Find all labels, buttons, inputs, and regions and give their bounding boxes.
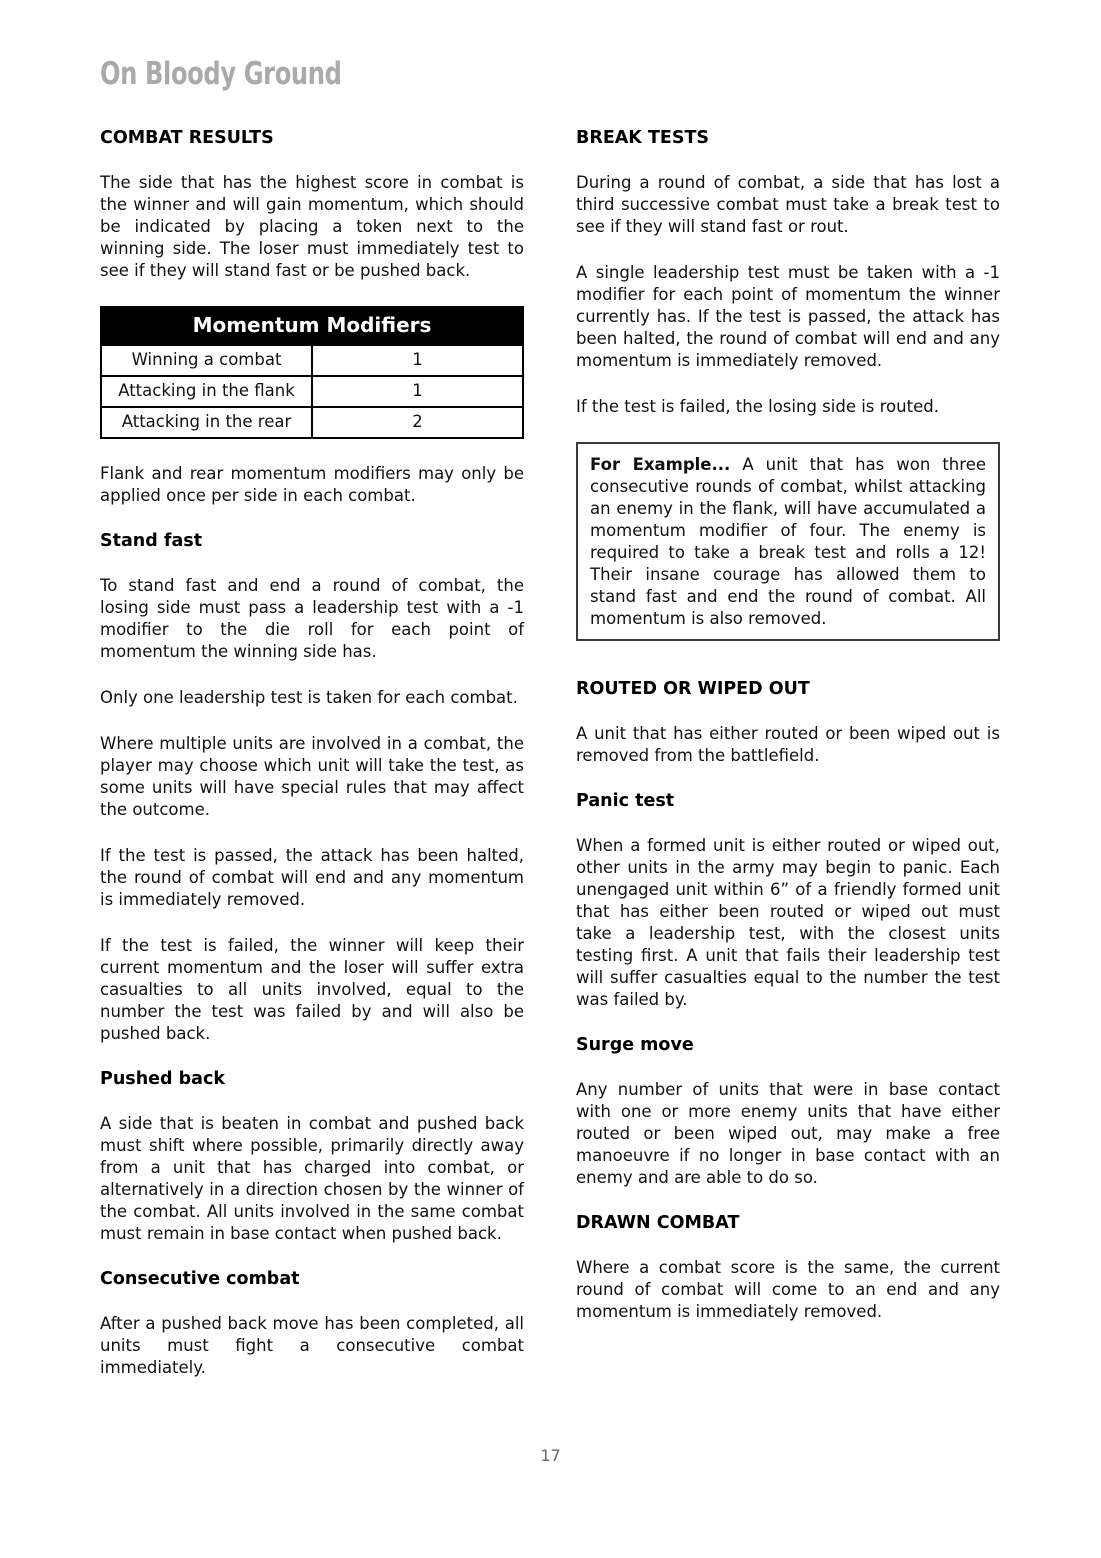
paragraph-combat-results-intro: The side that has the highest score in combat is the winner and will gain momentum, which should be indicated by placing a token next to the winning side. The loser must immediately test to see if they will stand fast or be pushed back. [100,173,524,280]
paragraph-stand-fast-1: To stand fast and end a round of combat, the losing side must pass a leadership test with a -1 modifier to the die roll for each point of momentum the winning side has. [100,576,524,661]
example-box [576,442,1000,641]
table-row [101,345,523,376]
page-number: 17 [540,1446,561,1465]
subsection-heading-consecutive-combat: Consecutive combat [100,1269,300,1289]
paragraph-drawn-combat: Where a combat score is the same, the current round of combat will come to an end and any momentum is immediately removed. [576,1258,1000,1321]
paragraph-panic-test: When a formed unit is either routed or wiped out, other units in the army may begin to panic. Each unengaged unit within 6” of a friendly formed unit that has either been routed or wiped out must take a leadership test, with the closest units testing first. A unit that fails their leadership test will suffer casualties equal to the number the test was failed by. [576,836,1000,1009]
paragraph-break-tests-3: If the test is failed, the losing side is routed. [576,397,939,416]
section-heading-break-tests: BREAK TESTS [576,128,710,148]
paragraph-break-tests-1: During a round of combat, a side that has lost a third successive combat must take a break test to see if they will stand fast or rout. [576,173,1000,236]
paragraph-break-tests-2: A single leadership test must be taken with a -1 modifier for each point of momentum the winner currently has. If the test is passed, the attack has been halted, the round of combat will end and any momentum is immediately removed. [576,263,1000,370]
paragraph-stand-fast-4: If the test is passed, the attack has been halted, the round of combat will end and any momentum is immediately removed. [100,846,524,909]
section-heading-combat-results: COMBAT RESULTS [100,128,274,148]
example-lead: For Example... [590,455,731,474]
paragraph-stand-fast-2: Only one leadership test is taken for each combat. [100,688,518,707]
modifier-label: Attacking in the rear [101,407,312,438]
two-column-layout [100,128,1001,1403]
table-header-row [101,307,523,345]
section-heading-routed-or-wiped-out: ROUTED OR WIPED OUT [576,679,810,699]
example-body: A unit that has won three consecutive rounds of combat, whilst attacking an enemy in the flank, will have accumulated a momentum modifier of four. The enemy is required to take a break test and rolls a 12! Their insane courage has allowed them to stand fast and end the round of combat. All momentum is also removed. [590,455,986,628]
subsection-heading-pushed-back: Pushed back [100,1069,225,1089]
paragraph-pushed-back: A side that is beaten in combat and pushed back must shift where possible, primarily directly away from a unit that has charged into combat, or alternatively in a direction chosen by the winner of the combat. All units involved in the same combat must remain in base contact when pushed back. [100,1114,524,1243]
right-column [576,128,1000,1403]
modifier-value: 2 [312,407,523,438]
left-column [100,128,524,1403]
paragraph-stand-fast-3: Where multiple units are involved in a combat, the player may choose which unit will take the test, as some units will have special rules that may affect the outcome. [100,734,524,819]
subsection-heading-surge-move: Surge move [576,1035,694,1055]
modifier-label: Winning a combat [101,345,312,376]
momentum-modifiers-table [100,306,524,439]
modifier-value: 1 [312,376,523,407]
table-row [101,376,523,407]
paragraph-surge-move: Any number of units that were in base contact with one or more enemy units that have either routed or been wiped out, may make a free manoeuvre if no longer in base contact with an enemy and are able to do so. [576,1080,1000,1187]
subsection-heading-panic-test: Panic test [576,791,675,811]
modifier-value: 1 [312,345,523,376]
example-text [590,454,986,630]
section-heading-drawn-combat: DRAWN COMBAT [576,1213,740,1233]
modifier-label: Attacking in the flank [101,376,312,407]
table-title: Momentum Modifiers [101,307,523,345]
paragraph-routed: A unit that has either routed or been wiped out is removed from the battlefield. [576,724,1000,765]
document-title: On Bloody Ground [100,56,342,92]
subsection-heading-stand-fast: Stand fast [100,531,203,551]
paragraph-consecutive-combat: After a pushed back move has been completed, all units must fight a consecutive combat immediately. [100,1314,524,1377]
table-row [101,407,523,438]
paragraph-flank-rear-note: Flank and rear momentum modifiers may only be applied once per side in each combat. [100,464,524,505]
paragraph-stand-fast-5: If the test is failed, the winner will keep their current momentum and the loser will suffer extra casualties to all units involved, equal to the number the test was failed by and will also be pushed back. [100,936,524,1043]
